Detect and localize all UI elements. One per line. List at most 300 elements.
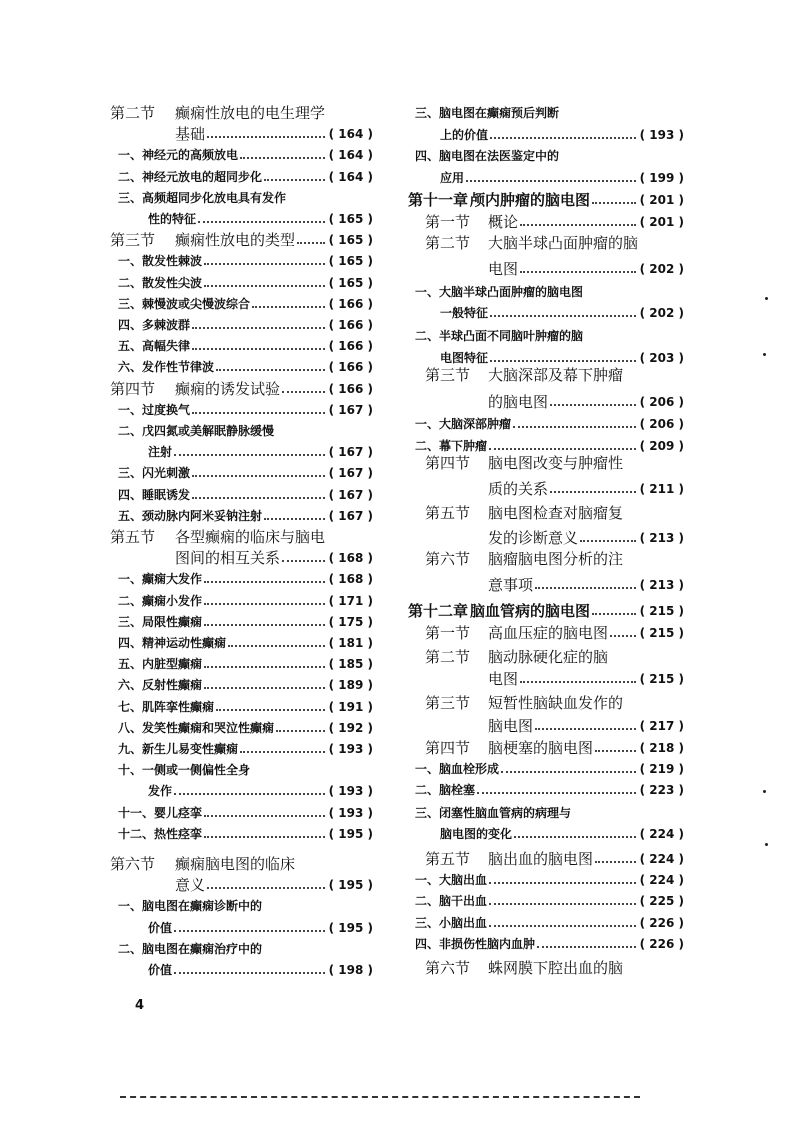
dot-leader (192, 327, 325, 329)
entry-title: 图间的相互关系 (175, 549, 281, 568)
subsection-entry (118, 738, 373, 758)
entry-title: 十一、婴儿痉挛 (118, 805, 203, 820)
entry-title: 一、脑电图在癫痫诊断中的 (118, 899, 263, 914)
section-entry (425, 646, 684, 666)
page-ref: ( 223 ) (640, 781, 684, 799)
continuation-entry (440, 823, 684, 843)
entry-number: 第二节 (425, 234, 471, 252)
dot-leader (198, 221, 325, 223)
continuation-entry (440, 124, 684, 144)
page-ref: ( 166 ) (329, 337, 373, 355)
entry-title: 二、神经元放电的超同步化 (118, 169, 263, 184)
section-entry (425, 957, 684, 977)
page-ref: ( 168 ) (329, 570, 373, 588)
subsection-entry (415, 779, 684, 799)
entry-title: 一般特征 (440, 306, 489, 320)
continuation-entry (488, 527, 684, 547)
dot-leader (592, 613, 636, 615)
continuation-entry (440, 167, 684, 187)
scan-speck (765, 843, 768, 846)
entry-number: 第一节 (425, 624, 471, 642)
page-ref: ( 203 ) (640, 349, 684, 367)
dot-leader (477, 792, 636, 794)
entry-title: 五、颈动脉内阿米妥钠注射 (118, 508, 263, 523)
page-number: 4 (135, 998, 145, 1013)
subsection-entry (118, 759, 373, 779)
entry-title: 十、一侧或一侧偏性全身 (118, 763, 251, 778)
entry-title: 脑电图检查对脑瘤复 (488, 504, 624, 522)
section-entry (110, 526, 373, 546)
entry-title: 各型癫痫的临床与脑电 (175, 528, 326, 546)
entry-title: 一、大脑半球凸面肿瘤的脑电图 (415, 285, 584, 299)
entry-title: 意事项 (488, 576, 534, 594)
continuation-entry (175, 123, 373, 143)
continuation-entry (488, 478, 684, 498)
entry-number: 第三节 (425, 694, 471, 712)
entry-number: 第六节 (425, 959, 471, 977)
page-ref: ( 192 ) (329, 719, 373, 737)
entry-number: 第一节 (425, 213, 471, 231)
subsection-entry (415, 413, 684, 433)
entry-title: 脑梗塞的脑电图 (488, 739, 594, 757)
page-ref: ( 215 ) (640, 602, 684, 620)
entry-title: 高血压症的脑电图 (488, 624, 609, 642)
page-ref: ( 164 ) (329, 168, 373, 186)
entry-title: 颅内肿瘤的脑电图 (470, 191, 591, 209)
entry-title: 二、脑干出血 (415, 894, 488, 908)
page-ref: ( 193 ) (640, 126, 684, 144)
subsection-entry (118, 505, 373, 525)
entry-title: 发的诊断意义 (488, 529, 579, 547)
section-entry (425, 364, 684, 384)
page-ref: ( 202 ) (640, 304, 684, 322)
entry-number: 第四节 (425, 454, 471, 472)
entry-title: 四、睡眠诱发 (118, 487, 191, 502)
subsection-entry (118, 568, 373, 588)
entry-title: 脑电图 (488, 717, 534, 735)
page-ref: ( 213 ) (640, 529, 684, 547)
entry-title: 一、过度换气 (118, 402, 191, 417)
subsection-entry (415, 912, 684, 932)
subsection-entry (118, 895, 373, 915)
page-ref: ( 191 ) (329, 698, 373, 716)
subsection-entry (118, 611, 373, 631)
page-ref: ( 224 ) (640, 871, 684, 889)
entry-title: 一、脑血栓形成 (415, 762, 500, 776)
entry-title: 九、新生儿易变性癫痫 (118, 742, 239, 756)
subsection-entry (118, 717, 373, 737)
entry-title: 的脑电图 (488, 393, 549, 411)
dot-leader (204, 624, 325, 626)
subsection-entry (118, 696, 373, 716)
entry-title: 电图特征 (440, 351, 489, 365)
subsection-entry (118, 399, 373, 419)
entry-number: 第十一章 (408, 191, 469, 209)
section-entry (425, 211, 684, 231)
section-entry (425, 232, 684, 252)
dot-leader (535, 728, 636, 730)
page-ref: ( 199 ) (640, 169, 684, 187)
chapter-entry (408, 189, 684, 209)
entry-title: 脑动脉硬化症的脑 (488, 648, 609, 666)
dot-leader (520, 681, 636, 683)
dot-leader (610, 635, 636, 637)
page-ref: ( 225 ) (640, 892, 684, 910)
section-entry (425, 737, 684, 757)
entry-title: 四、非损伤性脑内血肿 (415, 937, 536, 951)
entry-title: 二、幕下肿瘤 (415, 439, 488, 453)
dot-leader (204, 687, 325, 689)
dot-leader (489, 448, 636, 450)
continuation-entry (175, 874, 373, 894)
section-entry (110, 853, 373, 873)
dot-leader (204, 836, 325, 838)
entry-title: 癫痫脑电图的临床 (175, 855, 296, 873)
subsection-entry (118, 293, 373, 313)
entry-title: 价值 (148, 963, 173, 977)
entry-title: 七、肌阵挛性癫痫 (118, 699, 215, 714)
subsection-entry (415, 758, 684, 778)
section-entry (425, 548, 684, 568)
entry-title: 三、棘慢波或尖慢波综合 (118, 296, 251, 311)
entry-title: 三、闪光刺激 (118, 466, 191, 481)
entry-title: 六、发作性节律波 (118, 360, 215, 375)
entry-title: 五、内脏型癫痫 (118, 657, 203, 672)
continuation-entry (488, 391, 684, 411)
page-ref: ( 167 ) (329, 401, 373, 419)
dot-leader (264, 518, 325, 520)
entry-title: 脑电图改变与肿瘤性 (488, 454, 624, 472)
entry-title: 二、癫痫小发作 (118, 593, 203, 608)
dot-leader (207, 887, 325, 889)
page-ref: ( 195 ) (329, 876, 373, 894)
dot-leader (490, 315, 636, 317)
subsection-entry (118, 420, 373, 440)
page-ref: ( 211 ) (640, 480, 684, 498)
dot-leader (489, 882, 636, 884)
page-ref: ( 165 ) (329, 210, 373, 228)
subsection-entry (415, 281, 684, 301)
continuation-entry (440, 302, 684, 322)
continuation-entry (488, 574, 684, 594)
subsection-entry (118, 335, 373, 355)
subsection-entry (118, 144, 373, 164)
section-entry (110, 378, 373, 398)
continuation-entry (175, 547, 373, 567)
entry-title: 三、脑电图在癫痫预后判断 (415, 106, 560, 120)
page-ref: ( 206 ) (640, 415, 684, 433)
page-ref: ( 201 ) (640, 191, 684, 209)
continuation-entry (488, 258, 684, 278)
page-ref: ( 193 ) (329, 740, 373, 758)
dot-leader (276, 730, 325, 732)
entry-number: 第四节 (425, 739, 471, 757)
entry-number: 第三节 (425, 366, 471, 384)
dot-leader (550, 404, 636, 406)
page-ref: ( 165 ) (329, 252, 373, 270)
entry-title: 二、戊四氮或美解眠静脉缓慢 (118, 424, 275, 438)
subsection-entry (118, 802, 373, 822)
page-ref: ( 166 ) (329, 295, 373, 313)
dot-leader (192, 348, 325, 350)
page-ref: ( 198 ) (329, 961, 373, 979)
dot-leader (501, 771, 636, 773)
subsection-entry (118, 632, 373, 652)
page-ref: ( 217 ) (640, 717, 684, 735)
subsection-entry (118, 166, 373, 186)
section-entry (425, 502, 684, 522)
page-ref: ( 167 ) (329, 507, 373, 525)
entry-title: 四、多棘波群 (118, 318, 191, 332)
entry-title: 三、局限性癫痫 (118, 614, 203, 629)
continuation-entry (148, 917, 373, 937)
entry-title: 应用 (440, 171, 465, 185)
dot-leader (204, 666, 325, 668)
entry-title: 三、闭塞性脑血管病的病理与 (415, 806, 572, 820)
entry-title: 四、精神运动性癫痫 (118, 636, 227, 650)
section-entry (425, 452, 684, 472)
entry-number: 第六节 (425, 550, 471, 568)
entry-title: 大脑半球凸面肿瘤的脑 (488, 234, 639, 252)
entry-title: 四、脑电图在法医鉴定中的 (415, 149, 560, 163)
dot-leader (204, 263, 325, 265)
page-ref: ( 171 ) (329, 592, 373, 610)
dot-leader (537, 946, 636, 948)
page-ref: ( 165 ) (329, 231, 373, 249)
entry-title: 癫痫性放电的电生理学 (175, 104, 326, 122)
page-ref: ( 209 ) (640, 437, 684, 455)
page-ref: ( 166 ) (329, 358, 373, 376)
entry-title: 二、半球凸面不同脑叶肿瘤的脑 (415, 329, 584, 343)
entry-title: 性的特征 (148, 212, 197, 226)
scan-artifact-line (120, 1096, 640, 1098)
entry-number: 第五节 (425, 504, 471, 522)
entry-number: 第六节 (110, 855, 156, 873)
page-ref: ( 201 ) (640, 213, 684, 231)
entry-title: 电图 (488, 260, 519, 278)
entry-title: 一、神经元的高频放电 (118, 148, 239, 163)
section-entry (425, 692, 684, 712)
continuation-entry (148, 441, 373, 461)
dot-leader (192, 412, 325, 414)
entry-title: 三、小脑出血 (415, 916, 488, 930)
section-entry (425, 848, 684, 868)
page-ref: ( 195 ) (329, 919, 373, 937)
dot-leader (490, 137, 636, 139)
subsection-entry (118, 823, 373, 843)
page-ref: ( 224 ) (640, 825, 684, 843)
subsection-entry (415, 325, 684, 345)
continuation-entry (488, 668, 684, 688)
entry-number: 第十二章 (408, 602, 469, 620)
entry-title: 三、高频超同步化放电具有发作 (118, 190, 287, 205)
entry-title: 脑瘤脑电图分析的注 (488, 550, 624, 568)
dot-leader (282, 391, 325, 393)
scan-speck (765, 297, 768, 300)
page-ref: ( 218 ) (640, 739, 684, 757)
dot-leader (192, 475, 325, 477)
page-ref: ( 164 ) (329, 146, 373, 164)
continuation-entry (148, 208, 373, 228)
dot-leader (228, 645, 325, 647)
dot-leader (297, 242, 325, 244)
page-ref: ( 226 ) (640, 935, 684, 953)
entry-number: 第四节 (110, 379, 156, 398)
dot-leader (535, 587, 636, 589)
dot-leader (466, 180, 636, 182)
subsection-entry (415, 933, 684, 953)
dot-leader (489, 925, 636, 927)
dot-leader (207, 136, 325, 138)
entry-number: 第三节 (110, 231, 156, 250)
subsection-entry (118, 938, 373, 958)
entry-title: 一、散发性棘波 (118, 254, 203, 269)
entry-title: 六、反射性癫痫 (118, 678, 203, 693)
subsection-entry (118, 187, 373, 207)
entry-title: 癫痫性放电的类型 (175, 231, 296, 250)
subsection-entry (118, 462, 373, 482)
continuation-entry (488, 715, 684, 735)
page-ref: ( 165 ) (329, 274, 373, 292)
subsection-entry (118, 653, 373, 673)
entry-title: 上的价值 (440, 128, 489, 142)
dot-leader (520, 271, 636, 273)
subsection-entry (415, 890, 684, 910)
entry-title: 意义 (175, 876, 206, 895)
entry-title: 价值 (148, 920, 173, 935)
dot-leader (580, 540, 636, 542)
page-ref: ( 168 ) (329, 549, 373, 567)
dot-leader (216, 709, 325, 711)
page-ref: ( 167 ) (329, 486, 373, 504)
entry-title: 八、发笑性癫痫和哭泣性癫痫 (118, 720, 275, 735)
page-ref: ( 166 ) (329, 316, 373, 334)
page-ref: ( 167 ) (329, 443, 373, 461)
entry-number: 第二节 (110, 104, 156, 122)
page-ref: ( 189 ) (329, 676, 373, 694)
page-ref: ( 175 ) (329, 613, 373, 631)
subsection-entry (415, 869, 684, 889)
page-ref: ( 195 ) (329, 825, 373, 843)
entry-title: 二、脑栓塞 (415, 783, 476, 797)
subsection-entry (118, 484, 373, 504)
entry-title: 质的关系 (488, 480, 549, 498)
scan-speck (763, 790, 766, 793)
dot-leader (240, 751, 325, 753)
entry-title: 注射 (148, 445, 173, 460)
scan-speck (763, 353, 766, 356)
page-ref: ( 185 ) (329, 655, 373, 673)
dot-leader (490, 360, 636, 362)
page-ref: ( 219 ) (640, 760, 684, 778)
entry-title: 一、大脑出血 (415, 873, 488, 887)
entry-title: 脑出血的脑电图 (488, 850, 594, 868)
dot-leader (174, 454, 325, 456)
entry-number: 第二节 (425, 648, 471, 666)
dot-leader (592, 202, 636, 204)
entry-title: 大脑深部及幕下肿瘤 (488, 366, 624, 384)
entry-title: 概论 (488, 213, 519, 231)
page-ref: ( 193 ) (329, 804, 373, 822)
dot-leader (204, 285, 325, 287)
page-ref: ( 215 ) (640, 624, 684, 642)
page-ref: ( 226 ) (640, 914, 684, 932)
dot-leader (489, 903, 636, 905)
page-ref: ( 206 ) (640, 393, 684, 411)
dot-leader (595, 861, 636, 863)
dot-leader (174, 930, 325, 932)
subsection-entry (118, 356, 373, 376)
dot-leader (192, 497, 325, 499)
entry-title: 脑电图的变化 (440, 827, 513, 841)
page-ref: ( 166 ) (329, 380, 373, 398)
page-ref: ( 213 ) (640, 576, 684, 594)
dot-leader (264, 179, 325, 181)
dot-leader (204, 581, 325, 583)
entry-title: 电图 (488, 670, 519, 688)
dot-leader (282, 560, 325, 562)
entry-title: 一、大脑深部肿瘤 (415, 417, 512, 431)
subsection-entry (118, 250, 373, 270)
dot-leader (204, 603, 325, 605)
page-ref: ( 193 ) (329, 782, 373, 800)
subsection-entry (415, 802, 684, 822)
page-ref: ( 181 ) (329, 634, 373, 652)
entry-title: 二、脑电图在癫痫治疗中的 (118, 941, 263, 956)
subsection-entry (118, 590, 373, 610)
entry-title: 一、癫痫大发作 (118, 572, 203, 587)
entry-number: 第五节 (425, 850, 471, 868)
dot-leader (550, 491, 636, 493)
entry-title: 蛛网膜下腔出血的脑 (488, 959, 624, 977)
dot-leader (240, 157, 325, 159)
dot-leader (513, 426, 636, 428)
page-ref: ( 202 ) (640, 260, 684, 278)
entry-title: 发作 (148, 784, 173, 799)
page-ref: ( 224 ) (640, 850, 684, 868)
entry-title: 脑血管病的脑电图 (470, 602, 591, 620)
continuation-entry (148, 959, 373, 979)
section-entry (110, 102, 373, 122)
entry-title: 五、高幅失律 (118, 339, 191, 354)
subsection-entry (118, 314, 373, 334)
entry-title: 基础 (175, 125, 206, 144)
page-ref: ( 215 ) (640, 670, 684, 688)
section-entry (425, 622, 684, 642)
chapter-entry (408, 600, 684, 620)
dot-leader (174, 972, 325, 974)
entry-title: 二、散发性尖波 (118, 275, 203, 290)
section-entry (110, 229, 373, 249)
entry-number: 第五节 (110, 528, 156, 546)
dot-leader (520, 224, 636, 226)
dot-leader (216, 369, 325, 371)
entry-title: 短暂性脑缺血发作的 (488, 694, 624, 712)
dot-leader (174, 793, 325, 795)
page-ref: ( 164 ) (329, 125, 373, 143)
subsection-entry (415, 145, 684, 165)
entry-title: 癫痫的诱发试验 (175, 379, 281, 398)
dot-leader (252, 306, 325, 308)
dot-leader (204, 815, 325, 817)
continuation-entry (148, 780, 373, 800)
subsection-entry (415, 102, 684, 122)
subsection-entry (118, 272, 373, 292)
subsection-entry (118, 674, 373, 694)
page-ref: ( 167 ) (329, 464, 373, 482)
dot-leader (514, 836, 636, 838)
dot-leader (595, 750, 636, 752)
